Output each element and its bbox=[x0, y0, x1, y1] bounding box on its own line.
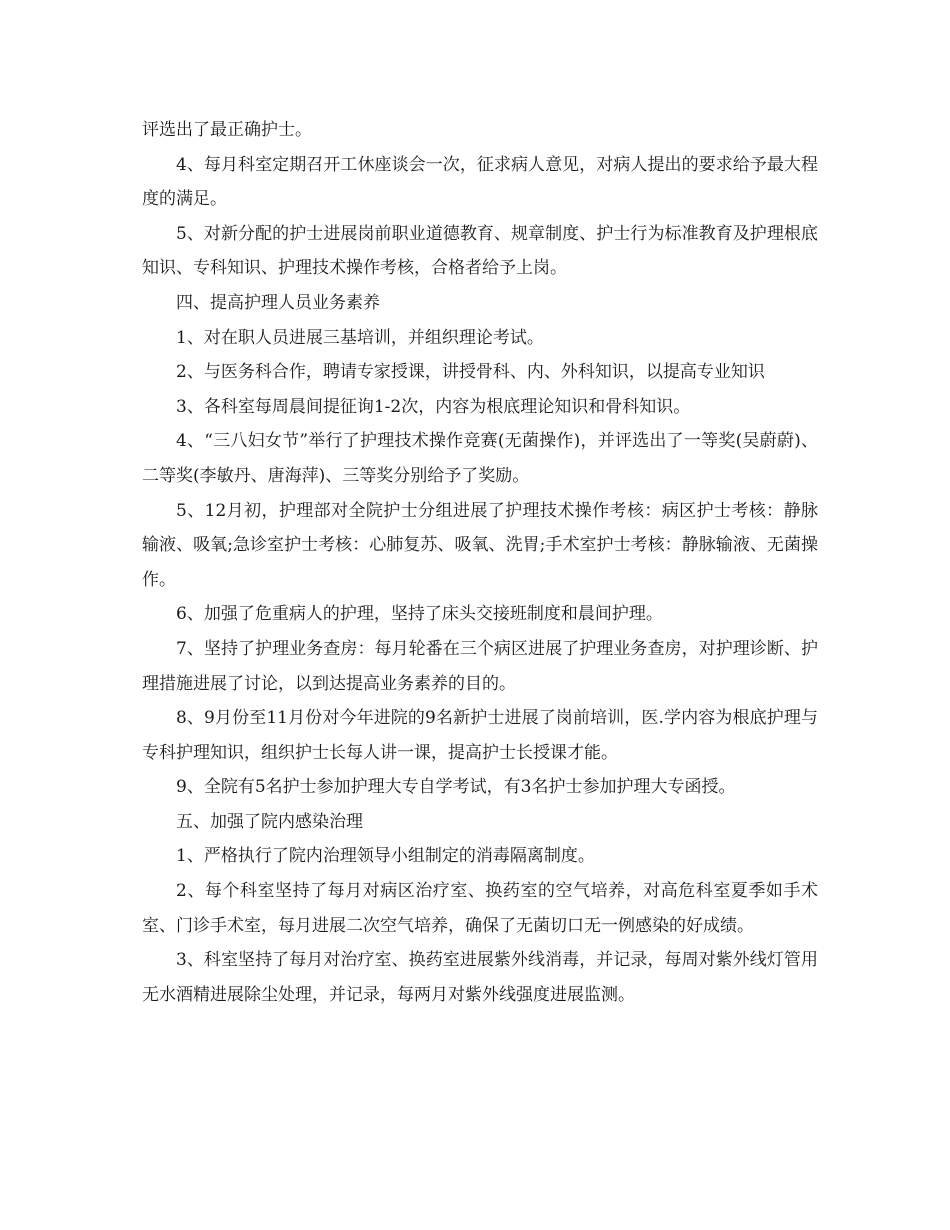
paragraph: 5、对新分配的护士进展岗前职业道德教育、规章制度、护士行为标准教育及护理根底知识、专科知识、护理技术操作考核，合格者给予上岗。 bbox=[142, 223, 818, 279]
paragraph: 4、“三八妇女节”举行了护理技术操作竞赛(无菌操作)，并评选出了一等奖(吴蔚蔚)、二等奖(李敏丹、唐海萍)、三等奖分别给予了奖励。 bbox=[142, 431, 818, 486]
paragraph: 4、每月科室定期召开工休座谈会一次，征求病人意见，对病人提出的要求给予最大程度的满足。 bbox=[142, 154, 818, 210]
paragraph: 5、12月初，护理部对全院护士分组进展了护理技术操作考核：病区护士考核：静脉输液、吸氧;急诊室护士考核：心肺复苏、吸氧、洗胃;手术室护士考核：静脉输液、无菌操作。 bbox=[142, 500, 818, 590]
paragraph: 1、严格执行了院内治理领导小组制定的消毒隔离制度。 bbox=[176, 846, 595, 867]
paragraph: 2、每个科室坚持了每月对病区治疗室、换药室的空气培养，对高危科室夏季如手术室、门诊手术室，每月进展二次空气培养，确保了无菌切口无一例感染的好成绩。 bbox=[142, 881, 818, 936]
paragraph: 3、各科室每周晨间提征询1-2次，内容为根底理论知识和骨科知识。 bbox=[176, 396, 691, 417]
document-body bbox=[142, 113, 818, 1012]
paragraph: 2、与医务科合作，聘请专家授课，讲授骨科、内、外科知识，以提高专业知识 bbox=[176, 362, 765, 383]
paragraph: 评选出了最正确护士。 bbox=[142, 120, 312, 140]
paragraph: 8、9月份至11月份对今年进院的9名新护士进展了岗前培训，医.学内容为根底护理与专科护理知识，组织护士长每人讲一课，提高护士长授课才能。 bbox=[142, 708, 818, 763]
section-heading: 四、提高护理人员业务素养 bbox=[176, 292, 380, 313]
paragraph: 6、加强了危重病人的护理，坚持了床头交接班制度和晨间护理。 bbox=[176, 604, 663, 625]
paragraph: 9、全院有5名护士参加护理大专自学考试，有3名护士参加护理大专函授。 bbox=[176, 777, 736, 798]
paragraph: 7、坚持了护理业务查房：每月轮番在三个病区进展了护理业务查房，对护理诊断、护理措施进展了讨论，以到达提高业务素养的目的。 bbox=[142, 638, 818, 694]
paragraph: 1、对在职人员进展三基培训，并组织理论考试。 bbox=[176, 327, 544, 348]
section-heading: 五、加强了院内感染治理 bbox=[176, 811, 363, 832]
paragraph: 3、科室坚持了每月对治疗室、换药室进展紫外线消毒，并记录，每周对紫外线灯管用无水酒精进展除尘处理，并记录，每两月对紫外线强度进展监测。 bbox=[142, 950, 818, 1005]
